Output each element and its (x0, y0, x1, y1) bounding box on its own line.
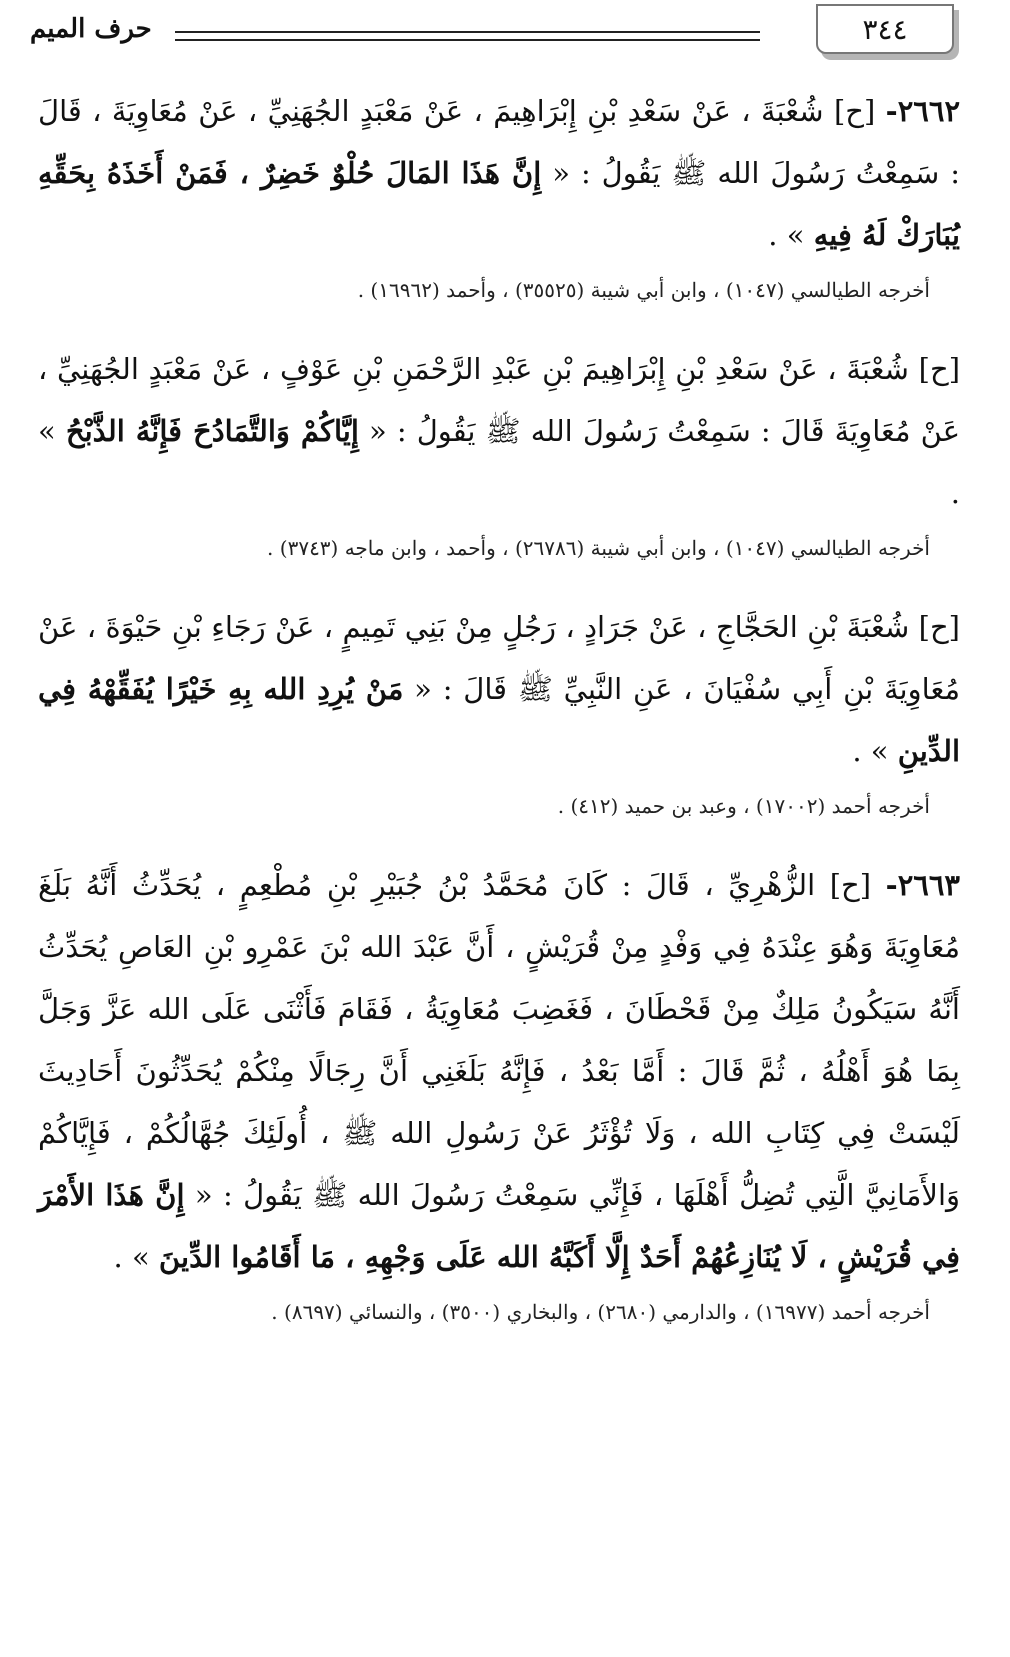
hadith-entry (38, 80, 960, 266)
takhrij-note: أخرجه الطيالسي (١٠٤٧) ، وابن أبي شيبة (٣٥٥٢٥) ، وأحمد (١٦٩٦٢) . (357, 278, 930, 302)
hadith-marker: [ح] (918, 352, 961, 386)
hadith-close: » . (768, 218, 805, 252)
hadith-close: » . (852, 734, 889, 768)
page-number: ٣٤٤ (816, 4, 954, 54)
takhrij-note: أخرجه أحمد (١٧٠٠٢) ، وعبد بن حميد (٤١٢) . (557, 794, 930, 818)
hadith-matn: إِنَّ هَذَا الأَمْرَ فِي قُرَيْشٍ ، لَا يُنَازِعُهُمْ أَحَدٌ إِلَّا أَكَبَّهُ الله عَلَى وَجْهِهِ ، مَا أَقَامُوا الدِّينَ (38, 1178, 960, 1274)
hadith-chain: شُعْبَةَ ، عَنْ سَعْدِ بْنِ إِبْرَاهِيمَ ، عَنْ مَعْبَدٍ الجُهَنِيِّ ، عَنْ مُعَاوِيَةَ ، قَالَ : سَمِعْتُ رَسُولَ الله ﷺ يَقُولُ : « (38, 94, 960, 190)
hadith-chain: شُعْبَةَ بْنِ الحَجَّاجِ ، عَنْ جَرَادٍ ، رَجُلٍ مِنْ بَنِي تَمِيمٍ ، عَنْ رَجَاءِ بْنِ حَيْوَةَ ، عَنْ مُعَاوِيَةَ بْنِ أَبِي سُفْيَانَ ، عَنِ النَّبِيِّ ﷺ قَالَ : « (38, 610, 960, 706)
hadith-number: ٢٦٦٣- (885, 868, 961, 902)
chapter-title: حرف الميم (30, 14, 152, 44)
takhrij-note: أخرجه أحمد (١٦٩٧٧) ، والدارمي (٢٦٨٠) ، والبخاري (٣٥٠٠) ، والنسائي (٨٦٩٧) . (271, 1300, 930, 1324)
page-header (0, 0, 1010, 70)
hadith-number: ٢٦٦٢- (885, 94, 961, 128)
page-content (38, 80, 960, 1360)
hadith-matn: إِيَّاكُمْ وَالتَّمَادُحَ فَإِنَّهُ الذَّبْحُ (65, 414, 359, 448)
hadith-marker: [ح] (833, 94, 876, 128)
hadith-marker: [ح] (918, 610, 960, 644)
hadith-chain: شُعْبَةَ ، عَنْ سَعْدِ بْنِ إِبْرَاهِيمَ بْنِ عَبْدِ الرَّحْمَنِ بْنِ عَوْفٍ ، عَنْ مَعْبَدٍ الجُهَنِيِّ ، عَنْ مُعَاوِيَةَ قَالَ : سَمِعْتُ رَسُولَ الله ﷺ يَقُولُ : « (38, 352, 961, 448)
hadith-entry (38, 596, 960, 782)
hadith-close: » . (113, 1240, 150, 1274)
header-divider (175, 31, 760, 41)
hadith-chain: الزُّهْرِيِّ ، قَالَ : كَانَ مُحَمَّدُ بْنُ جُبَيْرِ بْنِ مُطْعِمٍ ، يُحَدِّثُ أَنَّهُ بَلَغَ مُعَاوِيَةَ وَهُوَ عِنْدَهُ فِي وَفْدٍ مِنْ قُرَيْشٍ ، أَنَّ عَبْدَ الله بْنَ عَمْرِو بْنِ العَاصِ يُحَدِّثُ أَنَّهُ سَيَكُونُ مَلِكٌ مِنْ قَحْطَانَ ، فَغَضِبَ مُعَاوِيَةُ ، فَقَامَ فَأَثْنَى عَلَى الله عَزَّ وَجَلَّ بِمَا هُوَ أَهْلُهُ ، ثُمَّ قَالَ : أَمَّا بَعْدُ ، فَإِنَّهُ بَلَغَنِي أَنَّ رِجَالًا مِنْكُمْ يُحَدِّثُونَ أَحَادِيثَ لَيْسَتْ فِي كِتَابِ الله ، وَلَا تُؤْثَرُ عَنْ رَسُولِ الله ﷺ ، أُولَئِكَ جُهَّالُكُمْ ، فَإِيَّاكُمْ وَالأَمَانِيَّ الَّتِي تُضِلُّ أَهْلَهَا ، فَإِنِّي سَمِعْتُ رَسُولَ الله ﷺ يَقُولُ : « (38, 868, 961, 1212)
hadith-matn: إِنَّ هَذَا المَالَ حُلْوٌ خَضِرٌ ، فَمَنْ أَخَذَهُ بِحَقِّهِ يُبَارَكْ لَهُ فِيهِ (38, 156, 960, 252)
hadith-matn: مَنْ يُرِدِ الله بِهِ خَيْرًا يُفَقِّهْهُ فِي الدِّينِ (38, 672, 960, 768)
hadith-marker: [ح] (829, 868, 872, 902)
takhrij-note: أخرجه الطيالسي (١٠٤٧) ، وابن أبي شيبة (٢٦٧٨٦) ، وأحمد ، وابن ماجه (٣٧٤٣) . (267, 536, 930, 560)
hadith-entry (38, 854, 960, 1288)
hadith-entry (38, 338, 960, 524)
hadith-close: » . (38, 414, 960, 510)
